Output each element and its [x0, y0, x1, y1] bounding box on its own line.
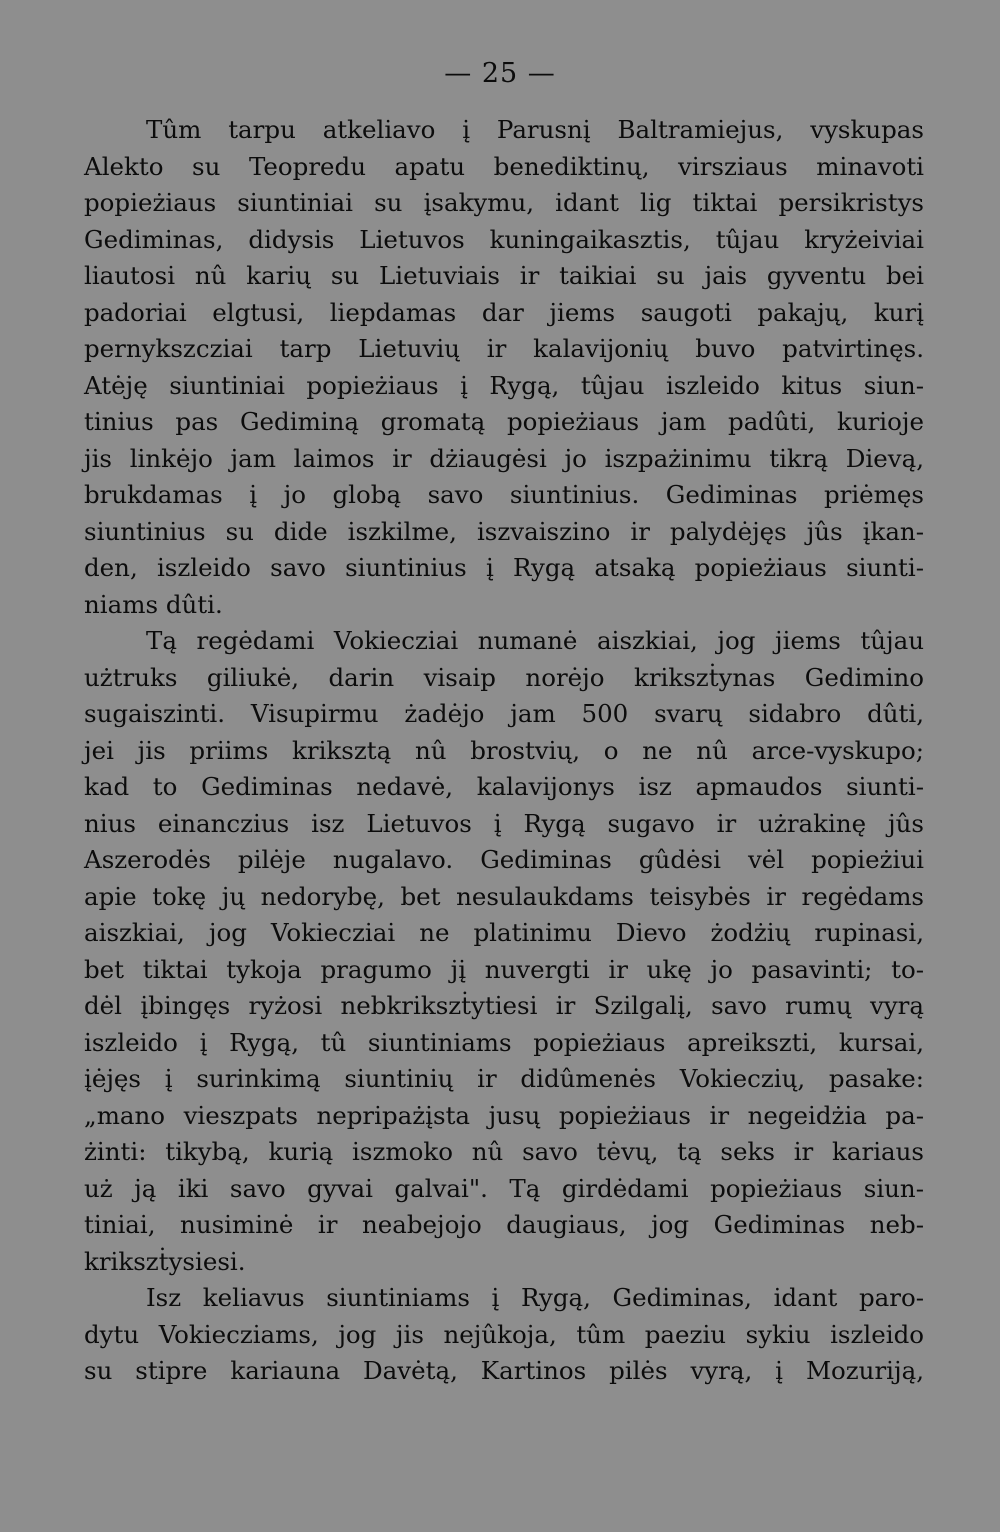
text-line: apie tokę jų nedorybę, bet nesulaukdams teisybės ir regėdams — [84, 881, 924, 911]
text-line: Aszerodės pilėje nugalavo. Gediminas gûdėsi vėl popieżiui — [84, 845, 924, 874]
text-line: dėl įbingęs ryżosi nebkrikszṫytiesi ir Szilgalį, savo rumų vyrą — [84, 991, 924, 1020]
text-line: jis linkėjo jam laimos ir dżiaugėsi jo iszpażinimu tikrą Dievą, — [84, 443, 924, 473]
body-text — [84, 112, 924, 1390]
text-line: liautosi nû karių su Lietuviais ir taikiai su jais gyventu bei — [84, 261, 924, 290]
text-line: niams dûti. — [84, 589, 223, 619]
text-line: įėjęs į surinkimą siuntinių ir didûmenės Vokieczių, pasake: — [84, 1064, 924, 1093]
text-line: popieżiaus siuntiniai su įsakymu, idant lig tiktai persikristys — [84, 188, 924, 217]
text-line: „mano vieszpats nepripażįsta jusų popieżiaus ir negeidżia pa- — [84, 1100, 924, 1130]
text-line: Tûm tarpu atkeliavo į Parusnį Baltramiejus, vyskupas — [146, 115, 924, 144]
text-line: kad to Gediminas nedavė, kalavijonys isz apmaudos siunti- — [84, 772, 924, 801]
text-line: użtruks giliukė, darin visaip norėjo krikszṫynas Gedimino — [84, 662, 924, 692]
text-line: padoriai elgtusi, liepdamas dar jiems saugoti pakajų, kurį — [84, 297, 924, 327]
page-number: — 25 — — [444, 58, 556, 89]
text-line: su stipre kariauna Davėtą, Kartinos pilės vyrą, į Mozuriją, — [84, 1356, 924, 1385]
text-line: nius einanczius isz Lietuvos į Rygą sugavo ir użrakinę jûs — [84, 808, 924, 838]
text-line: dytu Vokiecziams, jog jis nejûkoja, tûm paeziu sykiu iszleido — [84, 1319, 924, 1349]
text-line: iszleido į Rygą, tû siuntiniams popieżiaus apreikszti, kursai, — [84, 1027, 924, 1057]
text-line: Isz keliavus siuntiniams į Rygą, Gediminas, idant paro- — [146, 1283, 924, 1312]
text-line: den, iszleido savo siuntinius į Rygą atsaką popieżiaus siunti- — [84, 553, 924, 582]
text-line: aiszkiai, jog Vokiecziai ne platinimu Dievo żodżių rupinasi, — [84, 918, 924, 947]
text-line: Alekto su Teopredu apatu benediktinų, virsziaus minavoti — [84, 151, 924, 181]
text-line: brukdamas į jo globą savo siuntinius. Gediminas priėmęs — [84, 480, 924, 509]
text-line: tinius pas Gediminą gromatą popieżiaus jam padûti, kurioje — [84, 407, 924, 436]
text-line: Tą regėdami Vokiecziai numanė aiszkiai, jog jiems tûjau — [146, 626, 924, 655]
text-line: Atėję siuntiniai popieżiaus į Rygą, tûjau iszleido kitus siun- — [84, 370, 924, 400]
text-line: krikszṫysiesi. — [84, 1246, 246, 1276]
text-line: sugaiszinti. Visupirmu żadėjo jam 500 svarų sidabro dûti, — [84, 699, 924, 728]
text-line: siuntinius su dide iszkilme, iszvaiszino ir palydėjęs jûs įkan- — [84, 516, 924, 546]
text-line: pernykszcziai tarp Lietuvių ir kalavijonių buvo patvirtinęs. — [84, 334, 924, 363]
text-line: bet tiktai tykoja pragumo jį nuvergti ir ukę jo pasavinti; to- — [84, 954, 924, 984]
text-line: jei jis priims kriksztą nû brostvių, o ne nû arce-vyskupo; — [84, 735, 924, 765]
text-line: żinti: tikybą, kurią iszmoko nû savo tėvų, tą seks ir kariaus — [84, 1137, 924, 1166]
text-line: tiniai, nusiminė ir neabejojo daugiaus, jog Gediminas neb- — [84, 1210, 924, 1239]
text-line: Gediminas, didysis Lietuvos kuningaikasztis, tûjau kryżeiviai — [84, 224, 924, 254]
text-line: uż ją iki savo gyvai galvai". Tą girdėdami popieżiaus siun- — [84, 1173, 924, 1203]
